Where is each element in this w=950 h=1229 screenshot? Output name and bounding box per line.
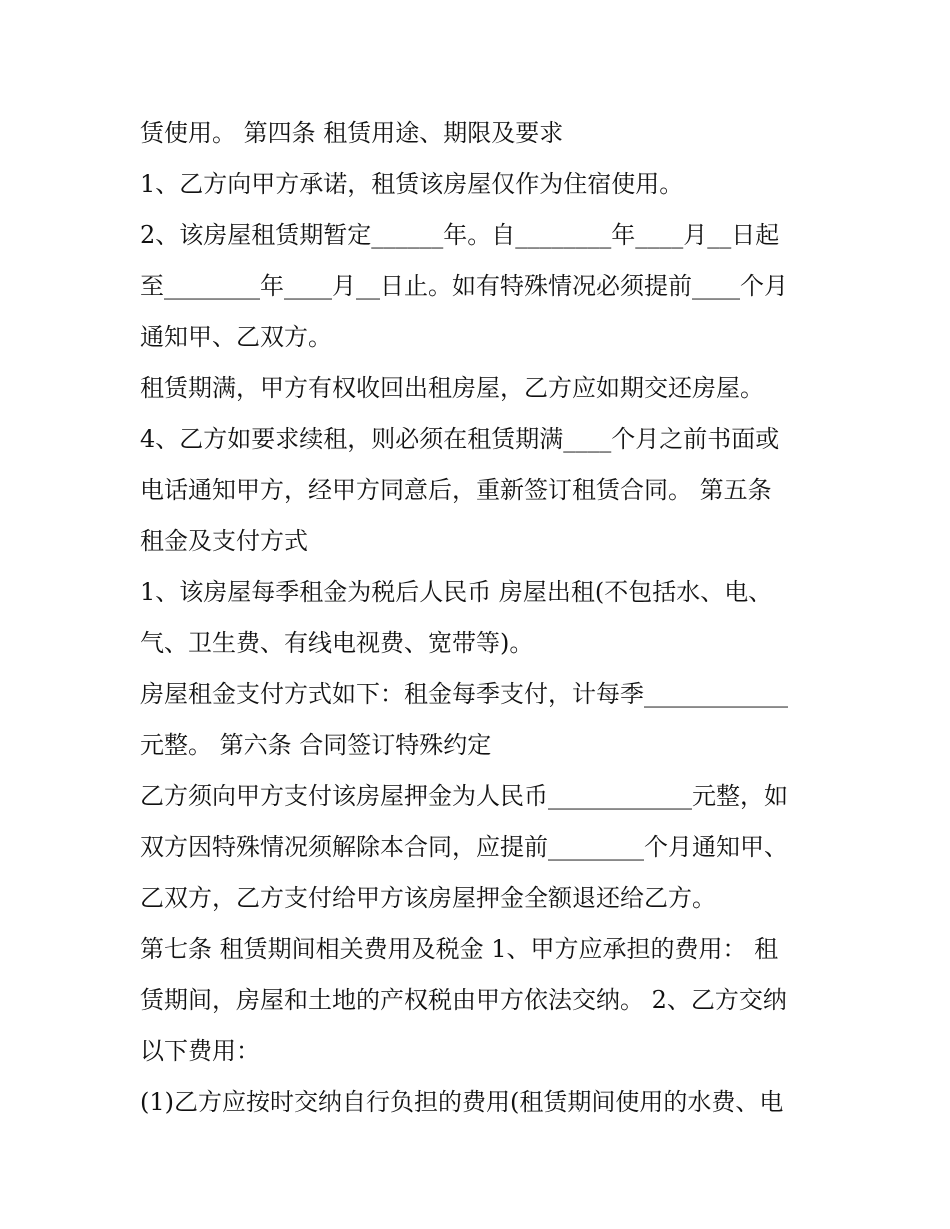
text-line: 2、该房屋租赁期暂定______年。自________年____月__日起 xyxy=(140,221,780,249)
text-line: 第七条 租赁期间相关费用及税金 1、甲方应承担的费用： 租 xyxy=(140,935,779,963)
text-line: 通知甲、乙双方。 xyxy=(140,323,332,351)
document-body xyxy=(140,108,820,1128)
text-line: 房屋租金支付方式如下：租金每季支付，计每季____________ xyxy=(140,680,788,708)
text-line: 元整。 第六条 合同签订特殊约定 xyxy=(140,731,492,759)
text-line: 1、乙方向甲方承诺，租赁该房屋仅作为住宿使用。 xyxy=(140,170,684,198)
text-line: 赁期间，房屋和土地的产权税由甲方依法交纳。 2、乙方交纳 xyxy=(140,986,787,1014)
text-line: 气、卫生费、有线电视费、宽带等)。 xyxy=(140,629,534,657)
text-line: 至________年____月__日止。如有特殊情况必须提前____个月 xyxy=(140,272,788,300)
text-line: 乙方须向甲方支付该房屋押金为人民币____________元整，如 xyxy=(140,782,788,810)
text-line: (1)乙方应按时交纳自行负担的费用(租赁期间使用的水费、电 xyxy=(140,1088,784,1116)
text-line: 租赁期满，甲方有权收回出租房屋，乙方应如期交还房屋。 xyxy=(140,374,764,402)
text-line: 赁使用。 第四条 租赁用途、期限及要求 xyxy=(140,119,564,147)
text-line: 双方因特殊情况须解除本合同，应提前________个月通知甲、 xyxy=(140,833,788,861)
text-line: 租金及支付方式 xyxy=(140,527,308,555)
text-line: 1、该房屋每季租金为税后人民币 房屋出租(不包括水、电、 xyxy=(140,578,773,606)
text-line: 电话通知甲方，经甲方同意后，重新签订租赁合同。 第五条 xyxy=(140,476,772,504)
text-line: 以下费用： xyxy=(140,1037,260,1065)
text-line: 4、乙方如要求续租，则必须在租赁期满____个月之前书面或 xyxy=(140,425,780,453)
text-line: 乙双方，乙方支付给甲方该房屋押金全额退还给乙方。 xyxy=(140,884,716,912)
